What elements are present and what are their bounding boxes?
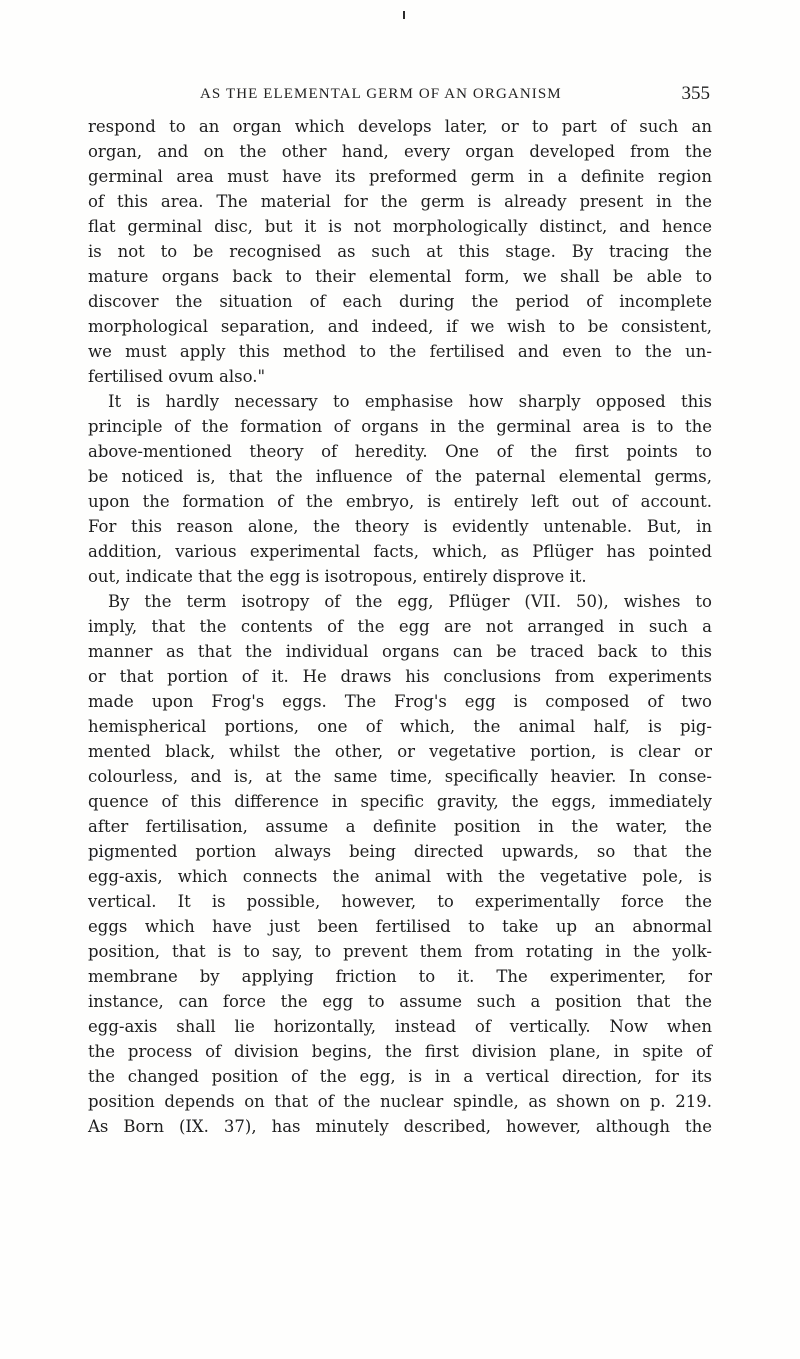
text-line: of this area. The material for the germ is already present in the <box>88 192 712 211</box>
text-line: the process of division begins, the first division plane, in spite of <box>88 1042 712 1061</box>
text-line: principle of the formation of organs in the germinal area is to the <box>88 417 712 436</box>
text-line: addition, various experimental facts, which, as Pflüger has pointed <box>88 542 712 561</box>
text-line: eggs which have just been fertilised to take up an abnormal <box>88 917 712 936</box>
text-line: above-mentioned theory of heredity. One of the first points to <box>88 442 712 461</box>
text-line: flat germinal disc, but it is not morphologically distinct, and hence <box>88 217 712 236</box>
text-line: position depends on that of the nuclear spindle, as shown on p. 219. <box>88 1092 712 1111</box>
text-line: For this reason alone, the theory is evidently untenable. But, in <box>88 517 712 536</box>
running-head: AS THE ELEMENTAL GERM OF AN ORGANISM <box>200 86 562 102</box>
text-line: we must apply this method to the fertilised and even to the un- <box>88 342 712 361</box>
text-line: position, that is to say, to prevent them from rotating in the yolk- <box>88 942 712 961</box>
text-line: the changed position of the egg, is in a vertical direction, for its <box>88 1067 712 1086</box>
text-line: egg-axis shall lie horizontally, instead of vertically. Now when <box>88 1017 712 1036</box>
text-line: fertilised ovum also." <box>88 367 266 386</box>
text-line: mature organs back to their elemental form, we shall be able to <box>88 267 712 286</box>
text-line: membrane by applying friction to it. The experimenter, for <box>88 967 712 986</box>
text-line: mented black, whilst the other, or vegetative portion, is clear or <box>88 742 712 761</box>
text-line: germinal area must have its preformed germ in a definite region <box>88 167 712 186</box>
text-line: imply, that the contents of the egg are not arranged in such a <box>88 617 712 636</box>
text-line: pigmented portion always being directed upwards, so that the <box>88 842 712 861</box>
text-line: or that portion of it. He draws his conclusions from experiments <box>88 667 712 686</box>
text-line: after fertilisation, assume a definite position in the water, the <box>88 817 712 836</box>
text-line: upon the formation of the embryo, is entirely left out of account. <box>88 492 712 511</box>
text-line: quence of this difference in specific gravity, the eggs, immediately <box>88 792 712 811</box>
text-line: out, indicate that the egg is isotropous, entirely disprove it. <box>88 567 587 586</box>
text-line: instance, can force the egg to assume such a position that the <box>88 992 712 1011</box>
text-line: is not to be recognised as such at this stage. By tracing the <box>88 242 712 261</box>
text-line: discover the situation of each during the period of incomplete <box>88 292 712 311</box>
text-line: egg-axis, which connects the animal with the vegetative pole, is <box>88 867 712 886</box>
text-line: As Born (IX. 37), has minutely described, however, although the <box>88 1117 712 1136</box>
body-text <box>88 114 712 1139</box>
text-line: hemispherical portions, one of which, the animal half, is pig- <box>88 717 712 736</box>
text-line: be noticed is, that the influence of the paternal elemental germs, <box>88 467 712 486</box>
page-header <box>200 83 710 110</box>
text-line: By the term isotropy of the egg, Pflüger (VII. 50), wishes to <box>108 592 712 611</box>
paragraph <box>88 114 712 389</box>
text-line: made upon Frog's eggs. The Frog's egg is composed of two <box>88 692 712 711</box>
text-line: vertical. It is possible, however, to experimentally force the <box>88 892 712 911</box>
page-number: 355 <box>681 83 710 104</box>
paragraph <box>88 389 712 589</box>
paragraph <box>88 589 712 1139</box>
print-speck <box>403 11 405 19</box>
text-line: manner as that the individual organs can be traced back to this <box>88 642 712 661</box>
text-line: respond to an organ which develops later, or to part of such an <box>88 117 712 136</box>
text-line: colourless, and is, at the same time, specifically heavier. In conse- <box>88 767 712 786</box>
text-line: It is hardly necessary to emphasise how sharply opposed this <box>108 392 712 411</box>
text-line: organ, and on the other hand, every organ developed from the <box>88 142 712 161</box>
text-line: morphological separation, and indeed, if we wish to be consistent, <box>88 317 712 336</box>
